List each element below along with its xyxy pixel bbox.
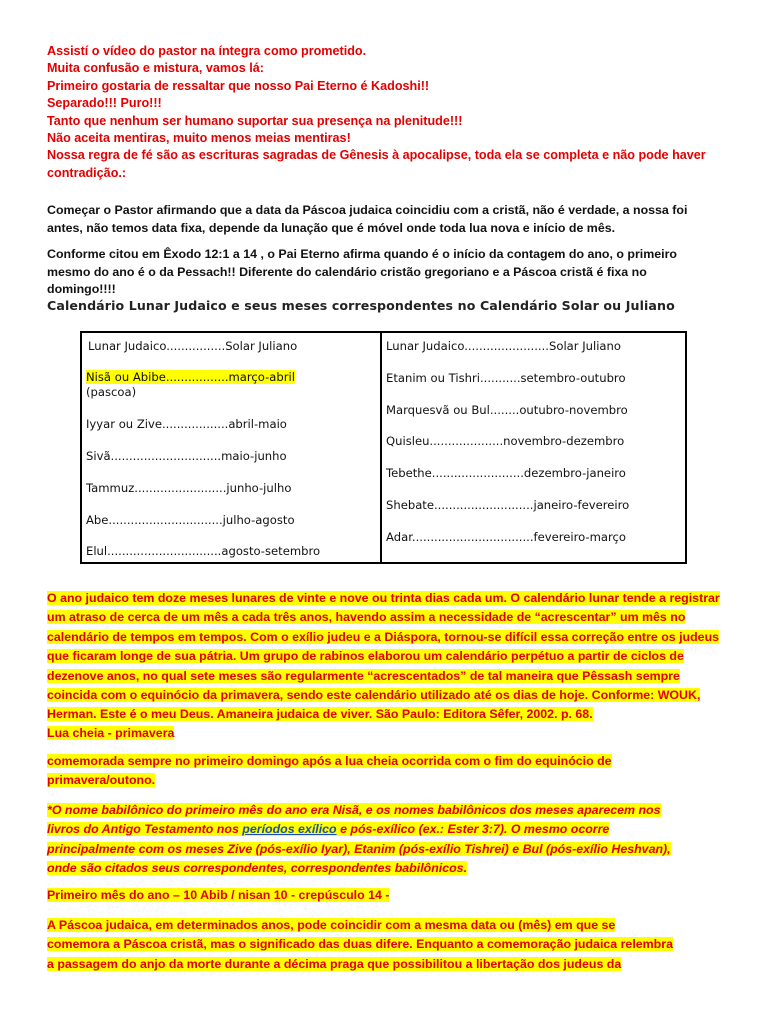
left-column-header: Lunar Judaico................Solar Juliano [88,339,298,353]
highlight-line: Lua cheia - primavera [47,726,175,740]
left-row: Sivã..............................maio-junho [86,449,287,463]
highlight-line: que ficaram longe de sua pátria. Um grupo de rabinos elaborou um calendário perpétuo a partir de ciclos de [47,649,684,664]
left-row: Elul...............................agosto-setembro [86,544,321,558]
calendar-table [80,331,687,564]
highlight-line: A Páscoa judaica, em determinados anos, pode coincidir com a mesma data ou (mês) em que se [47,918,616,932]
highlight-line: O ano judaico tem doze meses lunares de vinte e nove ou trinta dias cada um. O calendário lunar tende a registrar [47,591,720,605]
left-row-nisa-note: (pascoa) [86,385,137,399]
highlight-comemorada [47,752,721,791]
highlight-line: comemora a Páscoa cristã, mas o significado das duas difere. Enquanto a comemoração judaica relembra [47,937,673,952]
paragraph-exodus: Conforme citou em Êxodo 12:1 a 14 , o Pai Eterno afirma quando é o início da contagem do ano, o primeiro mesmo do ano é o da Pessach!! Diferente do calendário cristão gregoriano e a Páscoa cristã é fixa no domingo!!!! [47,247,677,297]
right-row: Shebate...........................janeiro-fevereiro [386,498,630,512]
right-column-header: Lunar Judaico.......................Solar Juliano [386,339,621,353]
intro-line: Assistí o vídeo do pastor na íntegra como prometido. [47,44,367,58]
left-row-nisa: Nisã ou Abibe.................março-abril [86,370,295,384]
highlight-line: principalmente com os meses Zive (pós-exílio Iyar), Etanim (pós-exílio Tishrei) e Bul (pós-exílio Heshvan), [47,841,671,856]
intro-line: Primeiro gostaria de ressaltar que nosso Pai Eterno é Kadoshi!! [47,78,430,93]
highlight-line: dezenove anos, no qual sete meses são regularmente “acrescentados” de tal maneira que Pêssash sempre [47,668,680,683]
highlight-line: calendário de tempos em tempos. Com o exílio judeu e a Diáspora, tornou-se difícil essa correção entre os judeus [47,629,720,644]
periodos-exilico-link[interactable]: períodos exílico [242,822,337,837]
left-row: Iyyar ou Zive..................abril-maio [86,417,287,431]
right-row: Etanim ou Tishri...........setembro-outubro [386,371,626,385]
highlight-line: e pós-exílico (ex.: Ester 3:7). O mesmo ocorre [336,822,610,837]
highlight-line: a passagem do anjo da morte durante a décima praga que possibilitou a libertação dos judeus da [47,956,622,971]
paragraph-pastor-date: Começar o Pastor afirmando que a data da Páscoa judaica coincidiu com a cristã, não é verdade, a nossa foi antes, não temos data fixa, depende da lunação que é móvel onde toda lua nova e início de mês. [47,203,688,235]
right-row: Marquesvã ou Bul........outubro-novembro [386,403,628,417]
left-row: Abe...............................julho-agosto [86,513,295,527]
highlight-lua-cheia [47,724,721,743]
highlight-line: Primeiro mês do ano – 10 Abib / nisan 10 - crepúsculo 14 - [47,888,390,902]
intro-comment [47,43,727,182]
highlight-line: comemorada sempre no primeiro domingo após a lua cheia ocorrida com o fim do equinócio de [47,754,612,768]
calendar-column-divider [380,333,382,562]
highlight-line: Herman. Este é o meu Deus. Amaneira judaica de viver. São Paulo: Editora Sêfer, 2002. p. 68. [47,707,593,722]
left-row: Tammuz.........................junho-julho [86,481,292,495]
intro-line: Muita confusão e mistura, vamos lá: [47,61,264,76]
highlight-line: primavera/outono. [47,773,156,788]
highlight-line: um atraso de cerca de um mês a cada três anos, havendo assim a necessidade de “acrescentar” um mês no [47,610,686,625]
highlight-line: onde são citados seus correspondentes, correspondentes babilônicos. [47,861,468,876]
highlight-line: livros do Antigo Testamento nos [47,822,243,837]
right-row: Adar.................................fevereiro-março [386,530,626,544]
intro-line: Não aceita mentiras, muito menos meias mentiras! [47,131,351,146]
calendar-title: Calendário Lunar Judaico e seus meses correspondentes no Calendário Solar ou Juliano [47,298,675,313]
highlight-paragraph-calendar [47,589,721,725]
highlight-line: coincida com o equinócio da primavera, sendo este calendário utilizado até os dias de hoje. Conforme: WOUK, [47,688,701,703]
highlight-babylonian-note [47,801,721,879]
highlight-primeiro-mes [47,886,721,905]
intro-rule-line: Nossa regra de fé são as escrituras sagradas de Gênesis à apocalipse, toda ela se completa e não pode haver contradição.: [47,148,706,180]
highlight-line: *O nome babilônico do primeiro mês do ano era Nisã, e os nomes babilônicos dos meses aparecem nos [47,803,661,817]
intro-line: Tanto que nenhum ser humano suportar sua presença na plenitude!!! [47,113,463,128]
right-row: Tebethe.........................dezembro-janeiro [386,466,626,480]
highlight-pascoa-paragraph [47,916,721,974]
right-row: Quisleu....................novembro-dezembro [386,434,625,448]
intro-line: Separado!!! Puro!!! [47,96,162,111]
